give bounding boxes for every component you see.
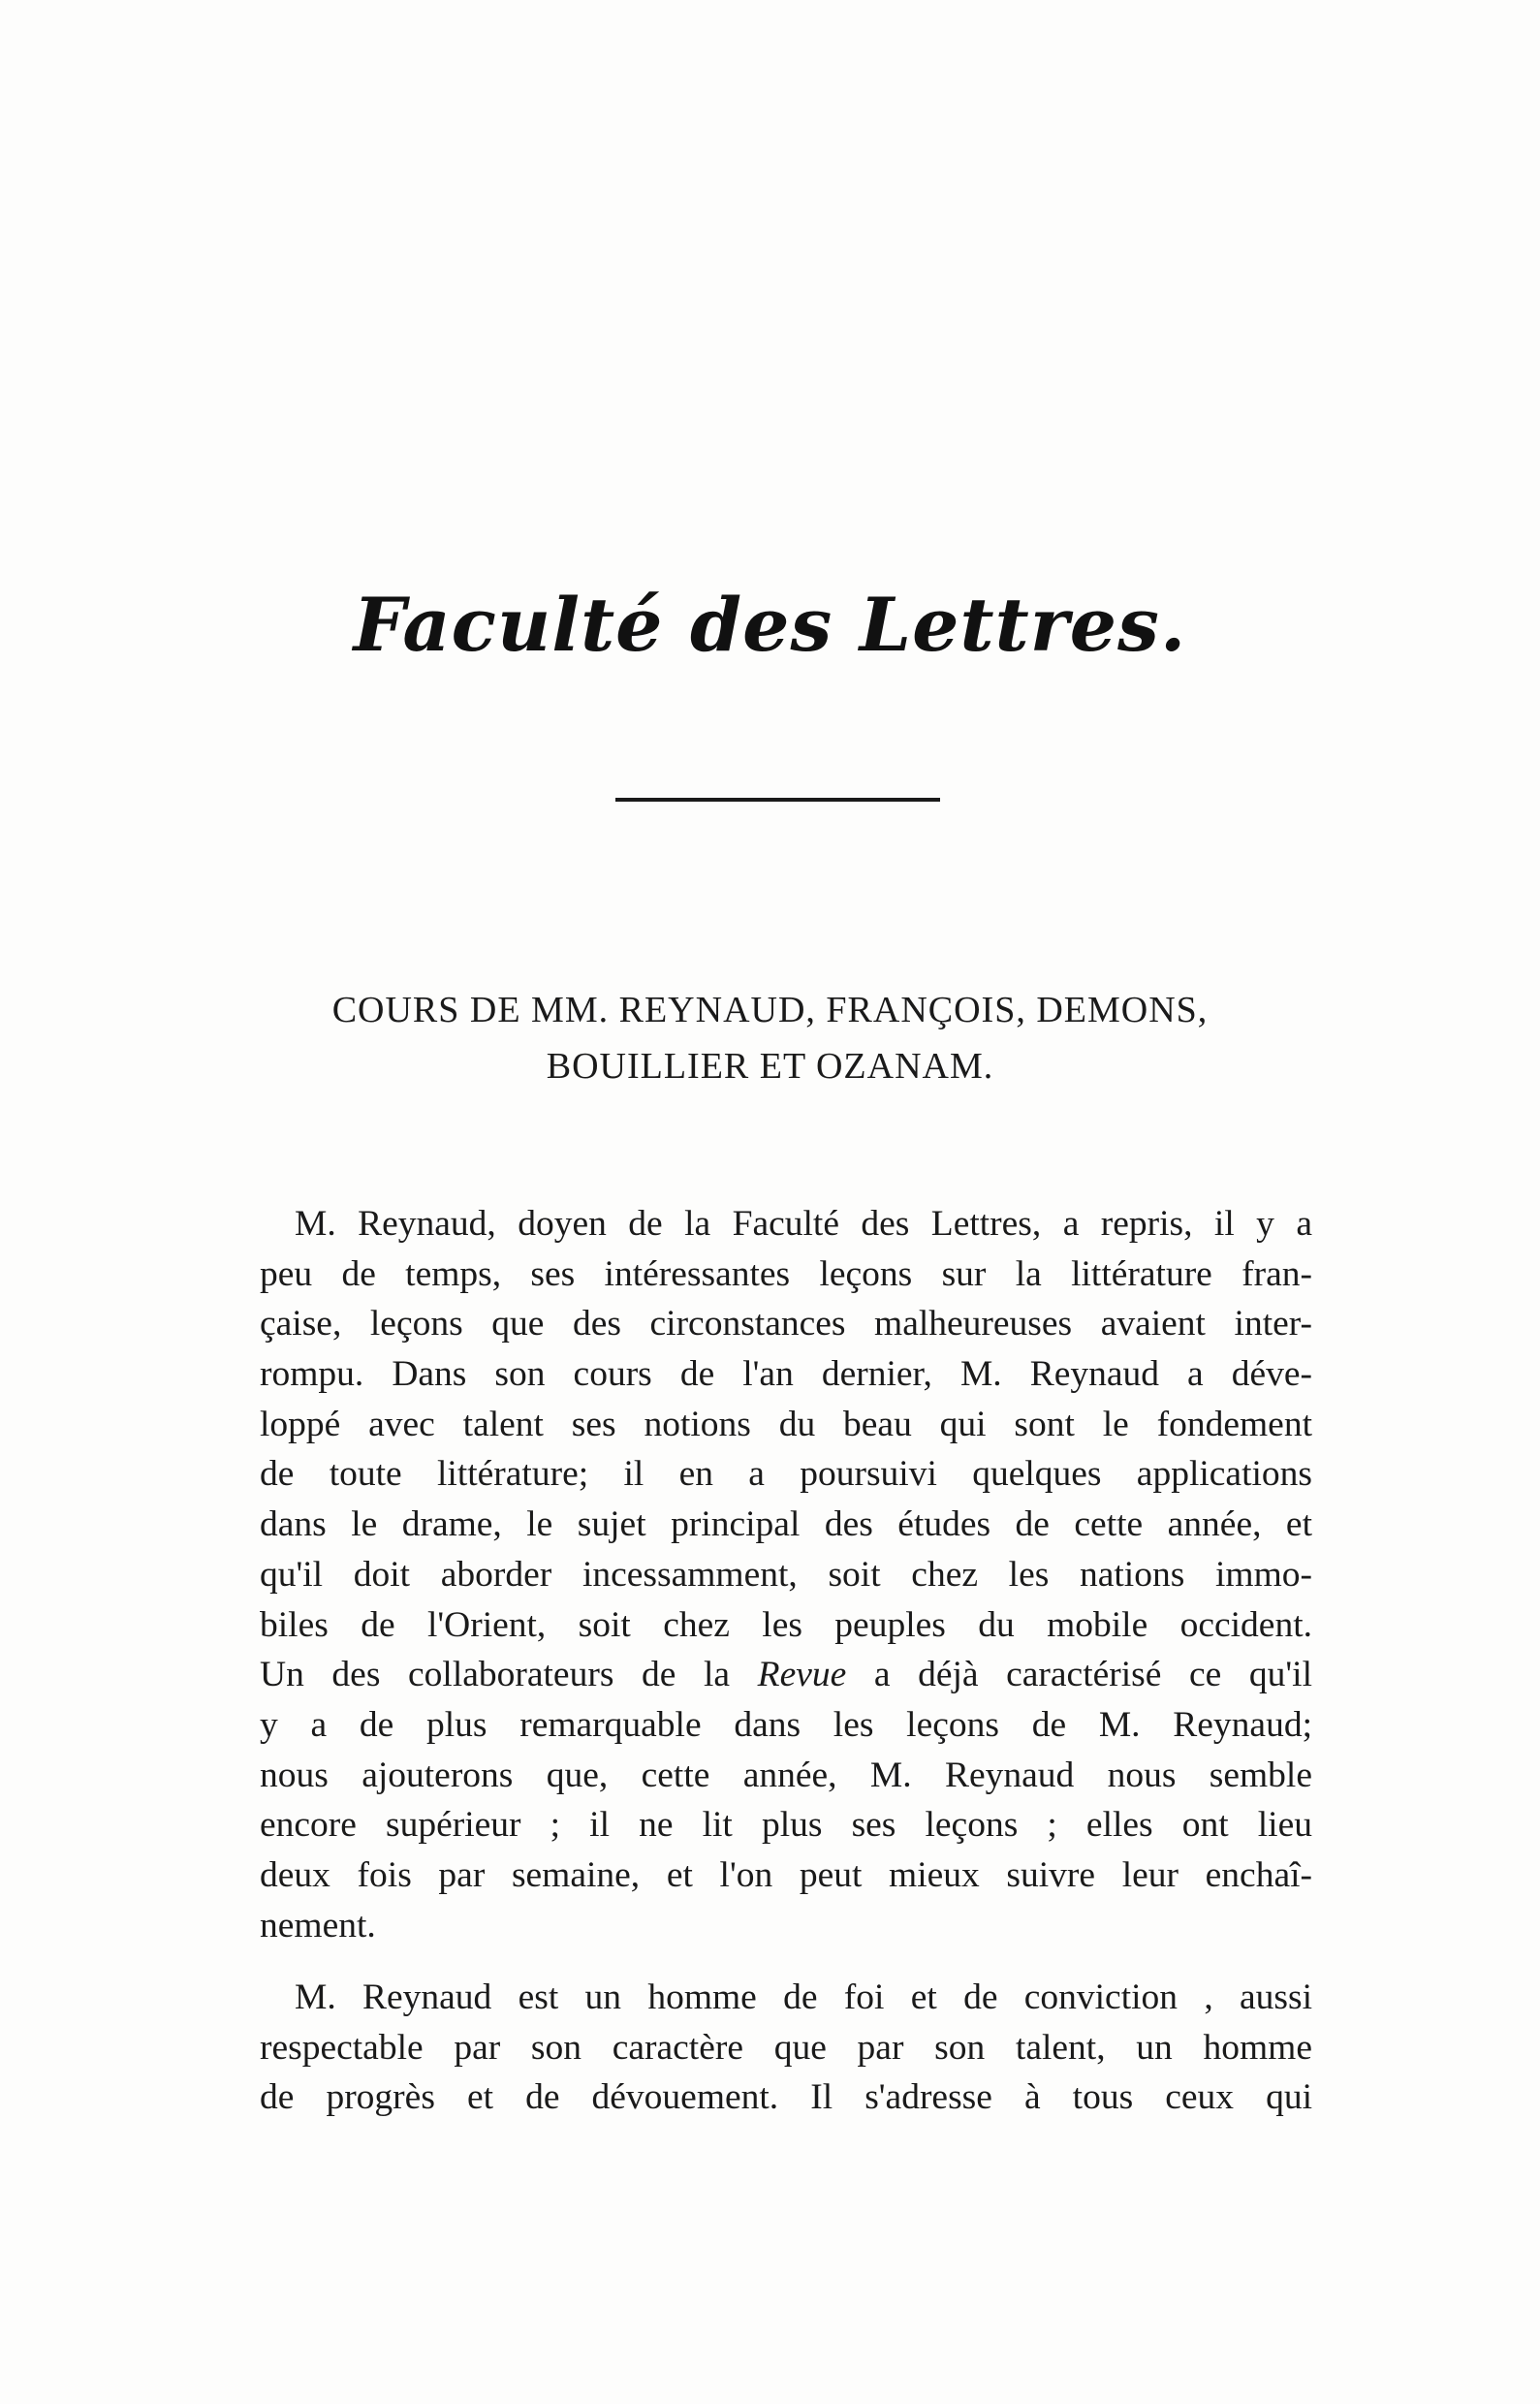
- text-line: qu'il doit aborder incessamment, soit chez les nations immo-: [260, 1554, 1312, 1595]
- text-line: Un des collaborateurs de la Revue a déjà caractérisé ce qu'il: [260, 1655, 1312, 1695]
- text-line: respectable par son caractère que par son talent, un homme: [260, 2027, 1312, 2068]
- text-line: encore supérieur ; il ne lit plus ses leçons ; elles ont lieu: [260, 1805, 1312, 1846]
- section-heading-line-1: COURS DE MM. REYNAUD, FRANÇOIS, DEMONS,: [331, 990, 1209, 1030]
- text-line: çaise, leçons que des circonstances malheureuses avaient inter-: [260, 1304, 1312, 1344]
- text-line: peu de temps, ses intéressantes leçons sur la littérature fran-: [260, 1253, 1312, 1294]
- text-line: de progrès et de dévouement. Il s'adresse à tous ceux qui: [260, 2077, 1312, 2118]
- text-line: dans le drame, le sujet principal des études de cette année, et: [260, 1504, 1312, 1545]
- paragraph-2: [260, 1973, 1312, 2123]
- text-line: M. Reynaud est un homme de foi et de conviction , aussi: [295, 1977, 1312, 2017]
- text-line: y a de plus remarquable dans les leçons de M. Reynaud;: [260, 1704, 1312, 1745]
- text-line: nous ajouterons que, cette année, M. Reynaud nous semble: [260, 1755, 1312, 1795]
- text-line: deux fois par semaine, et l'on peut mieux suivre leur enchaî-: [260, 1854, 1312, 1895]
- text-line: de toute littérature; il en a poursuivi quelques applications: [260, 1454, 1312, 1495]
- section-heading-line-2: BOUILLIER ET OZANAM.: [546, 1046, 994, 1087]
- text-line: nement.: [260, 1905, 376, 1945]
- page-title: Faculté des Lettres.: [353, 582, 1187, 668]
- text-line: M. Reynaud, doyen de la Faculté des Lettres, a repris, il y a: [295, 1204, 1312, 1244]
- title-divider: [615, 798, 940, 802]
- italic-word: Revue: [757, 1655, 847, 1695]
- text-line: rompu. Dans son cours de l'an dernier, M. Reynaud a déve-: [260, 1354, 1312, 1395]
- text-line: biles de l'Orient, soit chez les peuples du mobile occident.: [260, 1604, 1312, 1645]
- text-line: loppé avec talent ses notions du beau qui sont le fondement: [260, 1404, 1312, 1444]
- paragraph-1: [260, 1199, 1312, 1950]
